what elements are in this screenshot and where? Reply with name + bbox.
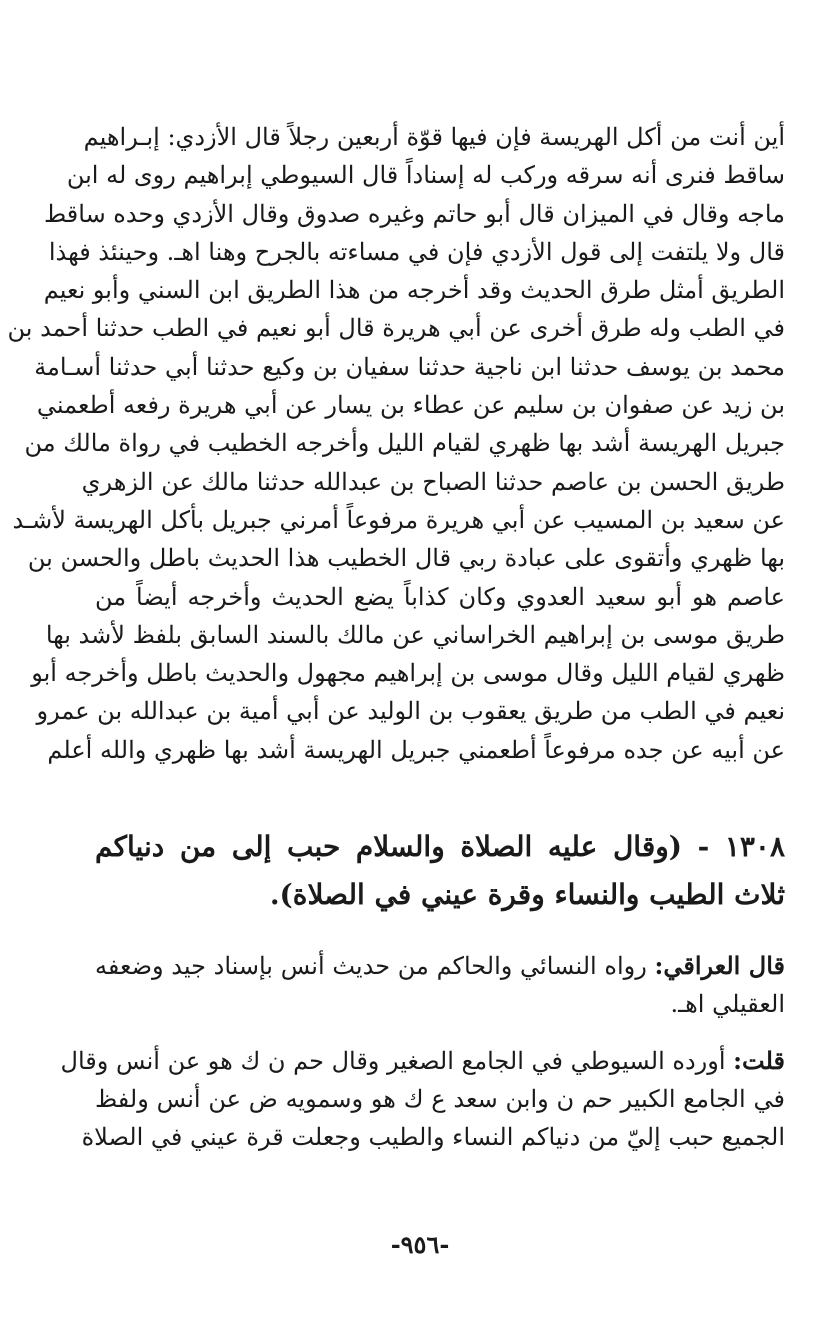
text-line: عن أبيه عن جده مرفوعاً أطعمني جبريل الهريسة أشد بها ظهري والله أعلم <box>47 735 785 764</box>
text-line: محمد بن يوسف حدثنا ابن ناجية حدثنا سفيان بن وكيع حدثنا أبي حدثنا أسـامة <box>34 352 785 381</box>
qultu-line <box>60 1042 785 1080</box>
iraqi-lead: قال العراقي: <box>654 951 785 981</box>
qultu-line: في الجامع الكبير حم ن وابن سعد ع ك هو وسمويه ض عن أنس ولفظ <box>95 1084 785 1113</box>
text-line: جبريل الهريسة أشد بها ظهري لقيام الليل وأخرجه الخطيب في رواة مالك من <box>24 429 785 458</box>
text-line: بن زيد عن صفوان بن سليم عن عطاء بن يسار عن أبي هريرة رفعه أطعمني <box>36 391 785 420</box>
text-line: أين أنت من أكل الهريسة فإن فيها قوّة أربعين رجلاً قال الأزدي: إبـراهيم <box>83 123 785 151</box>
text-line: بها ظهري وأتقوى على عبادة ربي قال الخطيب هذا الحديث باطل والحسن بن <box>27 544 785 573</box>
hadith-heading-line: ١٣٠٨ - (وقال عليه الصلاة والسلام حبب إلى من دنياكم <box>95 830 785 864</box>
hadith-heading <box>95 823 785 919</box>
qultu-lead: قلت: <box>733 1045 785 1075</box>
text-line: في الطب وله طرق أخرى عن أبي هريرة قال أبو نعيم في الطب حدثنا أحمد بن <box>7 314 785 343</box>
text-line: طريق الحسن بن عاصم حدثنا الصباح بن عبدالله حدثنا مالك عن الزهري <box>81 467 785 496</box>
text-line: نعيم في الطب من طريق يعقوب بن الوليد عن أبي أمية بن عبدالله بن عمرو <box>36 697 785 726</box>
iraqi-paragraph <box>95 947 785 1024</box>
text-line: عن سعيد بن المسيب عن أبي هريرة مرفوعاً أمرني جبريل بأكل الهريسة لأشـد <box>12 505 785 534</box>
text-line: طريق موسى بن إبراهيم الخراساني عن مالك بالسند السابق بلفظ لأشد بها <box>45 620 785 649</box>
text-line: عاصم هو أبو سعيد العدوي وكان كذاباً يضع الحديث وأخرجه أيضاً من <box>95 582 785 611</box>
text-line: الطريق أمثل طرق الحديث وقد أخرجه من هذا الطريق ابن السني وأبو نعيم <box>43 276 785 305</box>
iraqi-line: العقيلي اهـ. <box>670 990 785 1019</box>
text-line: ساقط فنرى أنه سرقه وركب له إسناداً قال السيوطي إبراهيم روى له ابن <box>66 161 785 190</box>
page-number: -٩٥٦- <box>390 1230 450 1259</box>
text-line: ماجه وقال في الميزان قال أبو حاتم وغيره صدوق وقال الأزدي وحده ساقط <box>44 199 785 228</box>
text-line: قال ولا يلتفت إلى قول الأزدي فإن في مساءته بالجرح وهنا اهـ. وحينئذ فهذا <box>48 237 785 266</box>
qultu-line-text: أورده السيوطي في الجامع الصغير وقال حم ن ك هو عن أنس وقال <box>60 1046 734 1075</box>
commentary-text <box>7 118 785 769</box>
qultu-line: الجميع حبب إليّ من دنياكم النساء والطيب وجعلت قرة عيني في الصلاة <box>81 1123 785 1152</box>
page-content <box>7 118 785 1157</box>
iraqi-line <box>95 947 785 985</box>
iraqi-line-text: رواه النسائي والحاكم من حديث أنس بإسناد جيد وضعفه <box>95 952 655 981</box>
text-line: ظهري لقيام الليل وقال موسى بن إبراهيم مجهول والحديث باطل وأخرجه أبو <box>31 659 785 688</box>
hadith-heading-line: ثلاث الطيب والنساء وقرة عيني في الصلاة). <box>269 878 785 912</box>
qultu-paragraph <box>60 1042 785 1157</box>
